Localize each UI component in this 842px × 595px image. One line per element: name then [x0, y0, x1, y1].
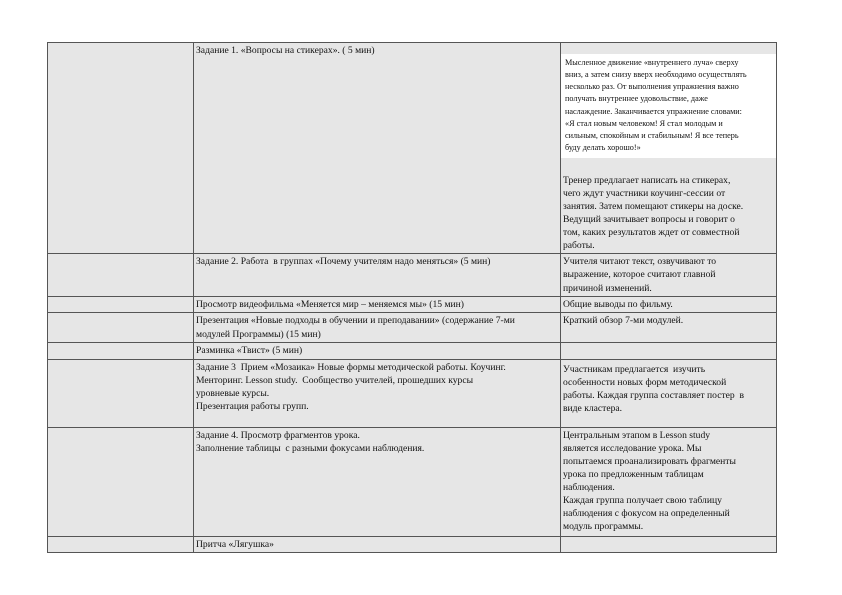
note-line: Участникам предлагается изучить — [563, 363, 706, 375]
note-box-line: получать внутреннее удовольствие, даже — [565, 94, 708, 104]
lesson-plan-table — [47, 42, 777, 553]
table-row — [48, 43, 777, 254]
task-text: Разминка «Твист» (5 мин) — [196, 345, 303, 357]
note-line: Тренер предлагает написать на стикерах, — [563, 175, 731, 187]
task-cell — [194, 313, 561, 343]
task-cell — [194, 359, 561, 427]
task-text: Презентация «Новые подходы в обучении и преподавании» (содержание 7-ми — [196, 315, 515, 327]
note-line: Центральным этапом в Lesson study — [563, 429, 711, 441]
note-text — [563, 174, 774, 252]
note-cell — [561, 43, 777, 254]
table-row — [48, 536, 777, 552]
stage-cell — [48, 343, 194, 359]
note-line: наблюдения. — [563, 481, 615, 493]
task-text: Презентация работы групп. — [196, 400, 309, 412]
note-line: модуль программы. — [563, 520, 644, 532]
note-line: работы. Каждая группа составляет постер в — [563, 389, 745, 401]
note-box-line: наслаждение. Заканчивается упражнение словами: — [565, 106, 742, 116]
stage-cell — [48, 43, 194, 254]
note-line: чего ждут участники коучинг-сессии от — [563, 188, 726, 200]
task-text: Просмотр видеофильма «Меняется мир – меняемся мы» (15 мин) — [196, 299, 464, 311]
note-line: попытаемся проанализировать фрагменты — [563, 455, 736, 467]
note-line: наблюдения с фокусом на определенный — [563, 507, 730, 519]
task-text: Задание 2. Работа в группах «Почему учителям надо меняться» (5 мин) — [196, 256, 491, 268]
stage-cell — [48, 297, 194, 313]
note-line: Общие выводы по фильму. — [563, 299, 673, 311]
note-line: является исследование урока. Мы — [563, 442, 702, 454]
note-line: занятия. Затем помещают стикеры на доске. — [563, 201, 744, 213]
note-line: урока по предложенным таблицам — [563, 468, 704, 480]
note-box-line: вниз, а затем снизу вверх необходимо осуществлять — [565, 70, 747, 80]
exercise-note-box — [561, 54, 776, 158]
note-cell — [561, 536, 777, 552]
table-row — [48, 254, 777, 297]
note-cell — [561, 343, 777, 359]
task-text: Задание 3 Прием «Мозаика» Новые формы методической работы. Коучинг. — [196, 361, 506, 373]
note-line: виде кластера. — [563, 402, 623, 414]
task-text: уровневые курсы. — [196, 387, 270, 399]
note-box-line: буду делать хорошо!» — [565, 142, 641, 152]
task-text: Задание 1. «Вопросы на стикерах». ( 5 мин) — [196, 45, 375, 56]
note-line: особенности новых форм методической — [563, 376, 727, 388]
stage-cell — [48, 359, 194, 427]
note-cell — [561, 297, 777, 313]
table-row — [48, 297, 777, 313]
note-line: Каждая группа получает свою таблицу — [563, 494, 722, 506]
note-cell — [561, 254, 777, 297]
task-cell — [194, 427, 561, 536]
note-line: причиной изменений. — [563, 282, 652, 294]
note-cell — [561, 313, 777, 343]
note-line: том, каких результатов ждет от совместной — [563, 227, 740, 239]
task-cell — [194, 254, 561, 297]
note-box-line: Мысленное движение «внутреннего луча» сверху — [565, 58, 739, 67]
note-line: Учителя читают текст, озвучивают то — [563, 256, 717, 268]
note-line: Краткий обзор 7-ми модулей. — [563, 315, 684, 327]
table-row — [48, 343, 777, 359]
stage-cell — [48, 536, 194, 552]
note-box-line: «Я стал новым человеком! Я стал молодым и — [565, 118, 723, 128]
task-text: Менторинг. Lesson study. Сообщество учителей, прошедших курсы — [196, 374, 474, 386]
table-row — [48, 359, 777, 427]
stage-cell — [48, 313, 194, 343]
stage-cell — [48, 427, 194, 536]
task-cell — [194, 43, 561, 254]
stage-cell — [48, 254, 194, 297]
task-cell — [194, 343, 561, 359]
note-box-line: несколько раз. От выполнения упражнения важно — [565, 82, 739, 92]
task-text: модулей Программы) (15 мин) — [196, 328, 321, 340]
note-line: Ведущий зачитывает вопросы и говорит о — [563, 214, 735, 226]
note-box-line: сильным, спокойным и стабильным! Я все теперь — [565, 130, 739, 140]
note-cell — [561, 427, 777, 536]
note-line: работы. — [563, 240, 595, 252]
note-line: выражение, которое считают главной — [563, 269, 716, 281]
task-text: Притча «Лягушка» — [196, 538, 274, 550]
task-cell — [194, 297, 561, 313]
task-text: Задание 4. Просмотр фрагментов урока. — [196, 429, 360, 441]
table-row — [48, 313, 777, 343]
table-row — [48, 427, 777, 536]
task-cell — [194, 536, 561, 552]
task-text: Заполнение таблицы с разными фокусами наблюдения. — [196, 442, 425, 454]
note-cell — [561, 359, 777, 427]
